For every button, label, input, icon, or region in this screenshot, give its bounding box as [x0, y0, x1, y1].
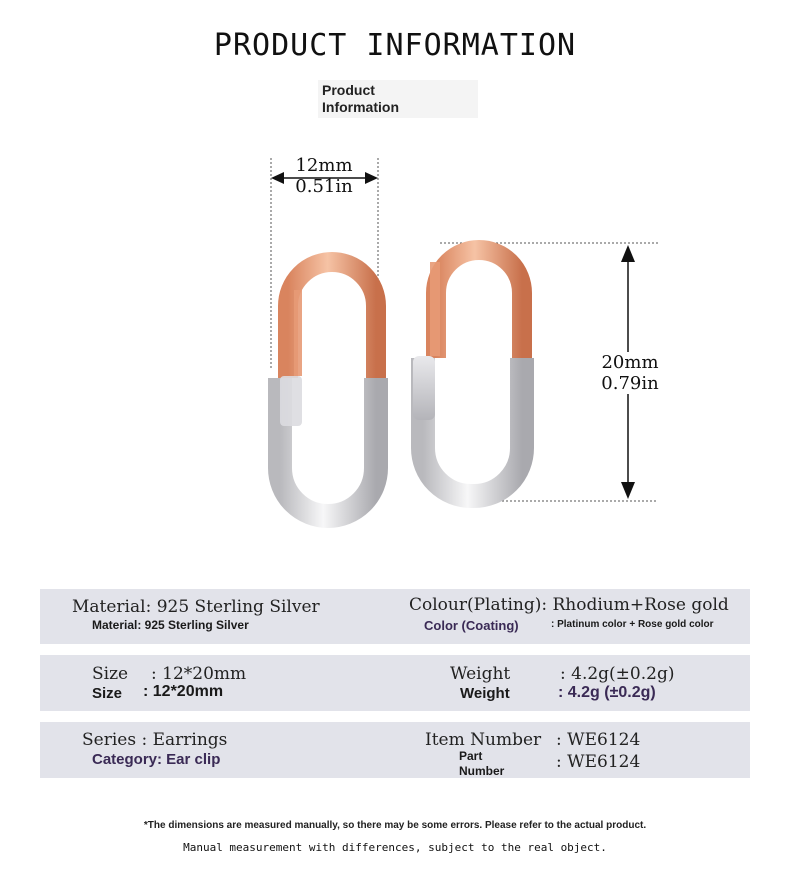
- category: Category: Ear clip: [92, 751, 221, 768]
- weight-value: : 4.2g (±0.2g): [558, 684, 656, 701]
- colour-label: Color (Coating): [424, 618, 519, 633]
- size-value-cn: : 12*20mm: [151, 664, 247, 684]
- width-label: [276, 155, 372, 197]
- height-mm: 20mm: [601, 352, 659, 373]
- page-subtitle: [318, 80, 478, 118]
- earring-side-view: [413, 250, 522, 496]
- product-illustration: [0, 140, 790, 540]
- subtitle-line-2: Information: [322, 99, 399, 115]
- width-in: 0.51in: [295, 176, 353, 197]
- weight-value-cn: : 4.2g(±0.2g): [560, 664, 675, 684]
- earring-front-view: [280, 262, 376, 522]
- part-label-1: Part: [459, 749, 483, 763]
- width-mm: 12mm: [295, 155, 353, 176]
- height-label: [582, 352, 678, 394]
- colour-cn: Colour(Plating): Rhodium+Rose gold: [409, 595, 729, 615]
- part-number-value: : WE6124: [556, 752, 641, 772]
- material-cn: Material: 925 Sterling Silver: [72, 597, 320, 617]
- footnote-english: *The dimensions are measured manually, so there may be some errors. Please refer to the actual product.: [143, 820, 647, 831]
- series-cn: Series : Earrings: [82, 730, 228, 750]
- material-en: Material: 925 Sterling Silver: [92, 618, 249, 632]
- page-title: PRODUCT INFORMATION: [213, 28, 577, 63]
- height-in: 0.79in: [601, 373, 659, 394]
- item-number-label: Item Number: [425, 730, 542, 750]
- subtitle-line-1: Product: [322, 82, 375, 98]
- weight-label: Weight: [460, 685, 510, 702]
- footnote-translated: Manual measurement with differences, subject to the real object.: [183, 841, 607, 854]
- size-label-cn: Size: [92, 664, 129, 684]
- part-number-label: [459, 749, 504, 779]
- part-label-2: Number: [459, 764, 505, 778]
- item-number-value: : WE6124: [556, 730, 641, 750]
- size-value: : 12*20mm: [143, 683, 224, 700]
- weight-label-cn: Weight: [450, 664, 511, 684]
- colour-value: : Platinum color + Rose gold color: [551, 619, 714, 630]
- size-label: Size: [92, 685, 123, 702]
